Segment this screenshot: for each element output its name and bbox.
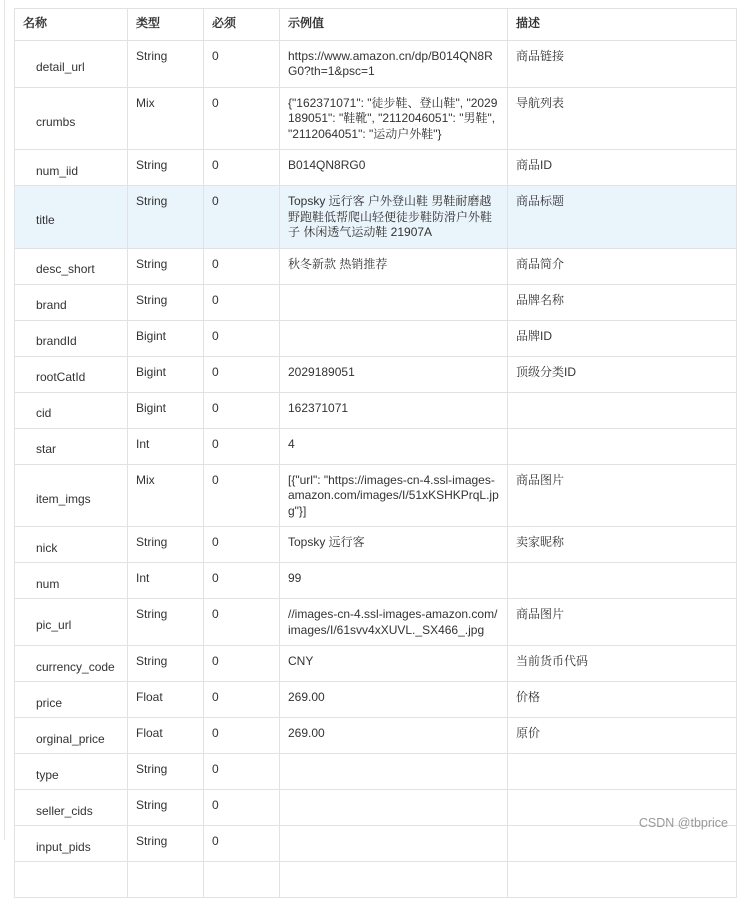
cell-description [508,428,737,464]
cell-name: brandId [15,320,128,356]
cell-required: 0 [204,790,280,826]
table-row [15,563,737,599]
cell-type: Bigint [128,392,204,428]
cell-type: String [128,790,204,826]
cell-required: 0 [204,754,280,790]
table-row [15,150,737,186]
cell-description: 品牌名称 [508,284,737,320]
cell-name: orginal_price [15,718,128,754]
cell-name: seller_cids [15,790,128,826]
cell-required: 0 [204,150,280,186]
table-row [15,392,737,428]
cell-name: pic_url [15,599,128,646]
cell-type: Float [128,718,204,754]
cell-example [280,826,508,862]
cell-type: String [128,646,204,682]
cell-name: item_imgs [15,464,128,527]
cell-type: String [128,599,204,646]
cell-type: Int [128,563,204,599]
cell-type: Mix [128,87,204,150]
table-row [15,428,737,464]
cell-name: crumbs [15,87,128,150]
cell-description: 商品图片 [508,599,737,646]
header-example: 示例值 [280,9,508,41]
cell-example [280,790,508,826]
cell-name: cid [15,392,128,428]
cell-name: title [15,186,128,249]
table-row [15,599,737,646]
cell-required: 0 [204,320,280,356]
cell-example: 秋冬新款 热销推荐 [280,248,508,284]
table-row [15,682,737,718]
cell-description: 卖家昵称 [508,527,737,563]
cell-name: num [15,563,128,599]
cell-required: 0 [204,464,280,527]
cell-example [280,284,508,320]
cell-name: num_iid [15,150,128,186]
table-row [15,320,737,356]
cell-type: String [128,826,204,862]
header-description: 描述 [508,9,737,41]
cell-name: input_pids [15,826,128,862]
table-row [15,718,737,754]
cell-type: String [128,248,204,284]
cell-type: String [128,40,204,87]
cell-example: //images-cn-4.ssl-images-amazon.com/images/I/61svv4xXUVL._SX466_.jpg [280,599,508,646]
cell-example: B014QN8RG0 [280,150,508,186]
table-header-row [15,9,737,41]
watermark: CSDN @tbprice [638,816,728,830]
table-row [15,527,737,563]
table-row [15,356,737,392]
cell-description: 品牌ID [508,320,737,356]
table-row [15,40,737,87]
cell-description: 商品链接 [508,40,737,87]
cell-description: 商品图片 [508,464,737,527]
cell-example: 162371071 [280,392,508,428]
cell-name: detail_url [15,40,128,87]
cell-required: 0 [204,392,280,428]
cell-description: 顶级分类ID [508,356,737,392]
cell-example: {"162371071": "徒步鞋、登山鞋", "2029189051": "鞋靴", "2112046051": "男鞋", "2112064051": "运动户外鞋"} [280,87,508,150]
cell-type: Bigint [128,356,204,392]
cell-type: String [128,284,204,320]
table-row [15,186,737,249]
cell-required: 0 [204,826,280,862]
cell-type: String [128,527,204,563]
cell-example: Topsky 远行客 [280,527,508,563]
cell-example: 269.00 [280,718,508,754]
cell-description: 商品ID [508,150,737,186]
table-row [15,646,737,682]
cell-description: 商品标题 [508,186,737,249]
cell-type [128,862,204,898]
cell-name: star [15,428,128,464]
table-row [15,87,737,150]
cell-example: 2029189051 [280,356,508,392]
cell-example: 99 [280,563,508,599]
api-fields-table [14,8,737,898]
cell-required: 0 [204,527,280,563]
table-row [15,284,737,320]
cell-type: String [128,186,204,249]
page-edge [4,0,5,840]
table-row [15,790,737,826]
cell-required: 0 [204,186,280,249]
table-row [15,862,737,898]
cell-description [508,754,737,790]
cell-type: Mix [128,464,204,527]
cell-name: price [15,682,128,718]
cell-name: rootCatId [15,356,128,392]
cell-type: Float [128,682,204,718]
cell-required: 0 [204,718,280,754]
cell-example: 269.00 [280,682,508,718]
cell-required: 0 [204,356,280,392]
table-row [15,826,737,862]
table-row [15,464,737,527]
cell-example [280,754,508,790]
cell-required: 0 [204,682,280,718]
cell-required: 0 [204,40,280,87]
cell-required: 0 [204,248,280,284]
cell-example: https://www.amazon.cn/dp/B014QN8RG0?th=1&psc=1 [280,40,508,87]
header-name: 名称 [15,9,128,41]
cell-type: Bigint [128,320,204,356]
cell-required: 0 [204,599,280,646]
cell-example: [{"url": "https://images-cn-4.ssl-images-amazon.com/images/I/51xKSHKPrqL.jpg"}] [280,464,508,527]
cell-description [508,563,737,599]
cell-type: Int [128,428,204,464]
cell-example [280,320,508,356]
cell-name: currency_code [15,646,128,682]
header-required: 必须 [204,9,280,41]
cell-example: Topsky 远行客 户外登山鞋 男鞋耐磨越野跑鞋低帮爬山轻便徒步鞋防滑户外鞋子 休闲透气运动鞋 21907A [280,186,508,249]
cell-required: 0 [204,563,280,599]
cell-example: CNY [280,646,508,682]
cell-example [280,862,508,898]
cell-name: type [15,754,128,790]
cell-description: 价格 [508,682,737,718]
cell-example: 4 [280,428,508,464]
cell-type: String [128,754,204,790]
cell-description: 商品简介 [508,248,737,284]
cell-description [508,826,737,862]
cell-required: 0 [204,284,280,320]
cell-description: 当前货币代码 [508,646,737,682]
cell-description: 导航列表 [508,87,737,150]
header-type: 类型 [128,9,204,41]
cell-name: nick [15,527,128,563]
table-row [15,248,737,284]
cell-type: String [128,150,204,186]
cell-required: 0 [204,87,280,150]
cell-required: 0 [204,646,280,682]
cell-description: 原价 [508,718,737,754]
cell-name: brand [15,284,128,320]
cell-name: desc_short [15,248,128,284]
table-row [15,754,737,790]
cell-description [508,862,737,898]
cell-name [15,862,128,898]
cell-description [508,392,737,428]
cell-required: 0 [204,428,280,464]
cell-required [204,862,280,898]
